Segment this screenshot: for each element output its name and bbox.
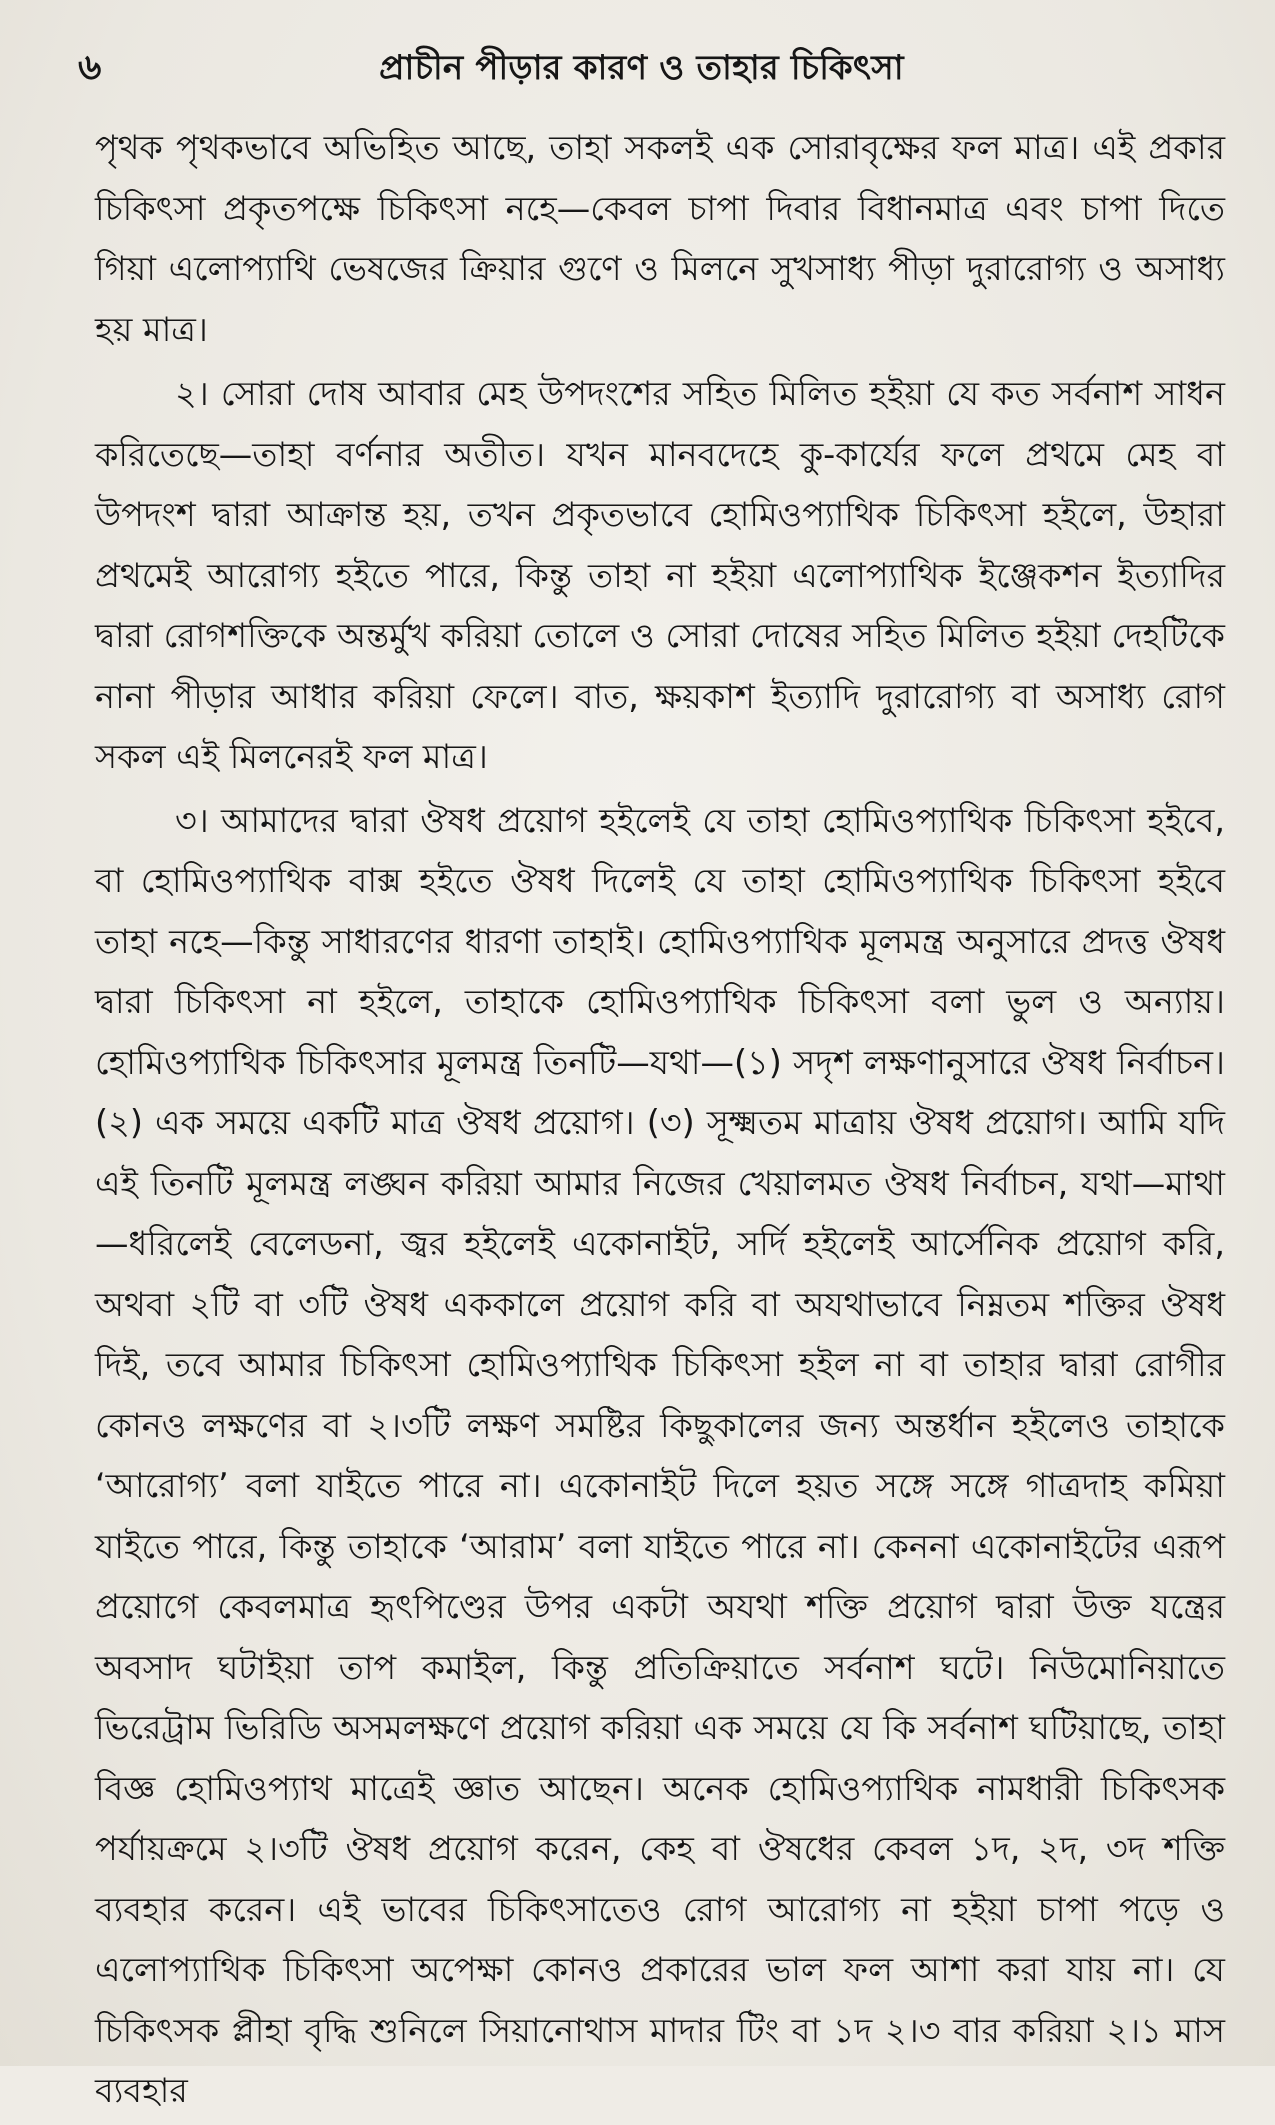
- body-text: [95, 118, 1225, 2125]
- page-header: [78, 38, 1205, 98]
- paragraph-point-2: ২। সোরা দোষ আবার মেহ উপদংশের সহিত মিলিত হইয়া যে কত সর্বনাশ সাধন করিতেছে—তাহা বর্ণনার অতীত। যখন মানবদেহে কু-কার্যের ফলে প্রথমে মেহ বা উপদংশ দ্বারা আক্রান্ত হয়, তখন প্রকৃতভাবে হোমিওপ্যাথিক চিকিৎসা হইলে, উহারা প্রথমেই আরোগ্য হইতে পারে, কিন্তু তাহা না হইয়া এলোপ্যাথিক ইঞ্জেকশন ইত্যাদির দ্বারা রোগশক্তিকে অন্তর্মুখ করিয়া তোলে ও সোরা দোষের সহিত মিলিত হইয়া দেহটিকে নানা পীড়ার আধার করিয়া ফেলে। বাত, ক্ষয়কাশ ইত্যাদি দুরারোগ্য বা অসাধ্য রোগ সকল এই মিলনেরই ফল মাত্র।: [95, 374, 1225, 776]
- paragraph-continuation: পৃথক পৃথকভাবে অভিহিত আছে, তাহা সকলই এক সোরাবৃক্ষের ফল মাত্র। এই প্রকার চিকিৎসা প্রকৃতপক্ষে চিকিৎসা নহে—কেবল চাপা দিবার বিধানমাত্র এবং চাপা দিতে গিয়া এলোপ্যাথি ভেষজের ক্রিয়ার গুণে ও মিলনে সুখসাধ্য পীড়া দুরারোগ্য ও অসাধ্য হয় মাত্র।: [95, 128, 1225, 349]
- running-title: প্রাচীন পীড়ার কারণ ও তাহার চিকিৎসা: [379, 48, 904, 88]
- paragraph-point-3: ৩। আমাদের দ্বারা ঔষধ প্রয়োগ হইলেই যে তাহা হোমিওপ্যাথিক চিকিৎসা হইবে, বা হোমিওপ্যাথিক বাক্স হইতে ঔষধ দিলেই যে তাহা হোমিওপ্যাথিক চিকিৎসা হইবে তাহা নহে—কিন্তু সাধারণের ধারণা তাহাই। হোমিওপ্যাথিক মূলমন্ত্র অনুসারে প্রদত্ত ঔষধ দ্বারা চিকিৎসা না হইলে, তাহাকে হোমিওপ্যাথিক চিকিৎসা বলা ভুল ও অন্যায়। হোমিওপ্যাথিক চিকিৎসার মূলমন্ত্র তিনটি—যথা—(১) সদৃশ লক্ষণানুসারে ঔষধ নির্বাচন। (২) এক সময়ে একটি মাত্র ঔষধ প্রয়োগ। (৩) সূক্ষ্মতম মাত্রায় ঔষধ প্রয়োগ। আমি যদি এই তিনটি মূলমন্ত্র লঙ্ঘন করিয়া আমার নিজের খেয়ালমত ঔষধ নির্বাচন, যথা—মাথা—ধরিলেই বেলেডনা, জ্বর হইলেই একোনাইট, সর্দি হইলেই আর্সেনিক প্রয়োগ করি, অথবা ২টি বা ৩টি ঔষধ এককালে প্রয়োগ করি বা অযথাভাবে নিম্নতম শক্তির ঔষধ দিই, তবে আমার চিকিৎসা হোমিওপ্যাথিক চিকিৎসা হইল না বা তাহার দ্বারা রোগীর কোনও লক্ষণের বা ২।৩টি লক্ষণ সমষ্টির কিছুকালের জন্য অন্তর্ধান হইলেও তাহাকে ‘আরোগ্য’ বলা যাইতে পারে না। একোনাইট দিলে হয়ত সঙ্গে সঙ্গে গাত্রদাহ কমিয়া যাইতে পারে, কিন্তু তাহাকে ‘আরাম’ বলা যাইতে পারে না। কেননা একোনাইটের এরূপ প্রয়োগে কেবলমাত্র হৃৎপিণ্ডের উপর একটা অযথা শক্তি প্রয়োগ দ্বারা উক্ত যন্ত্রের অবসাদ ঘটাইয়া তাপ কমাইল, কিন্তু প্রতিক্রিয়াতে সর্বনাশ ঘটে। নিউমোনিয়াতে ভিরেট্রাম ভিরিডি অসমলক্ষণে প্রয়োগ করিয়া এক সময়ে যে কি সর্বনাশ ঘটিয়াছে, তাহা বিজ্ঞ হোমিওপ্যাথ মাত্রেই জ্ঞাত আছেন। অনেক হোমিওপ্যাথিক নামধারী চিকিৎসক পর্যায়ক্রমে ২।৩টি ঔষধ প্রয়োগ করেন, কেহ বা ঔষধের কেবল ১দ, ২দ, ৩দ শক্তি ব্যবহার করেন। এই ভাবের চিকিৎসাতেও রোগ আরোগ্য না হইয়া চাপা পড়ে ও এলোপ্যাথিক চিকিৎসা অপেক্ষা কোনও প্রকারের ভাল ফল আশা করা যায় না। যে চিকিৎসক প্লীহা বৃদ্ধি শুনিলে সিয়ানোথাস মাদার টিং বা ১দ ২।৩ বার করিয়া ২।১ মাস ব্যবহার: [95, 800, 1225, 2110]
- page-number: ৬: [78, 47, 102, 88]
